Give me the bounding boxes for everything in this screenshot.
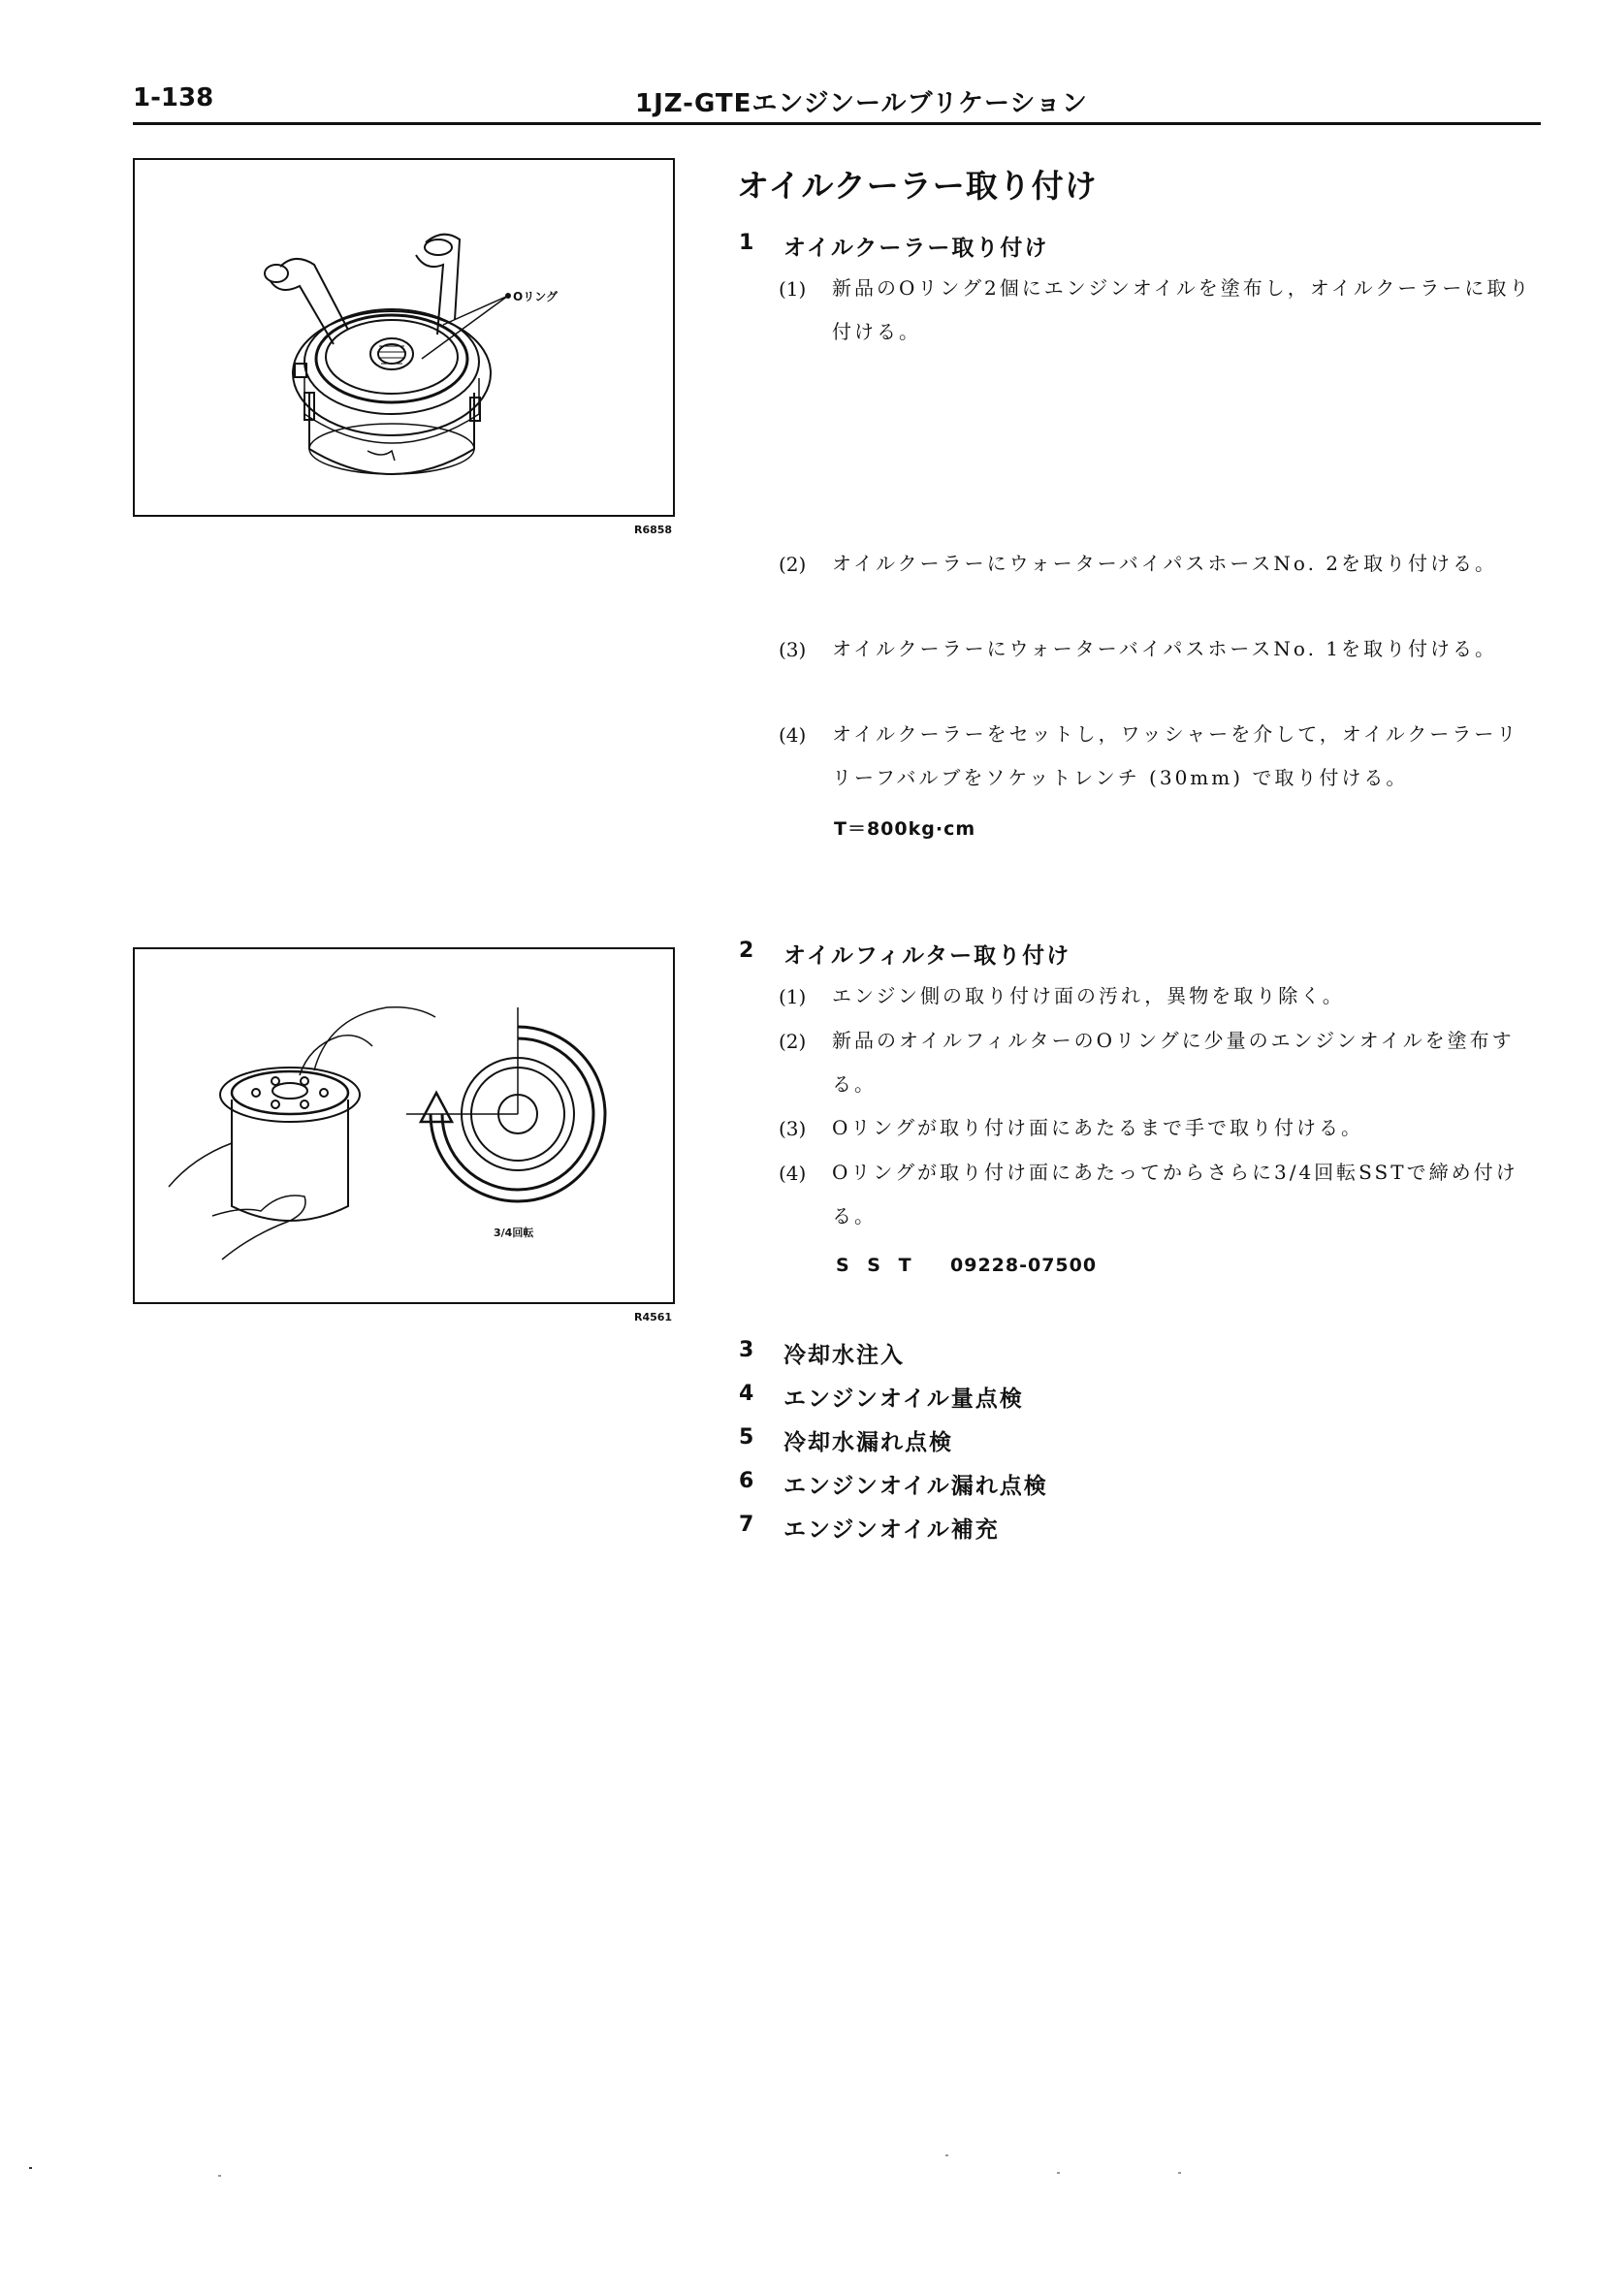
step-text: エンジン側の取り付け面の汚れ，異物を取り除く。: [832, 984, 1345, 1007]
scan-speck: [1057, 2172, 1060, 2174]
three-quarter-turn-label: 3/4回転: [494, 1227, 534, 1239]
section-3-title: 冷却水注入: [783, 1343, 905, 1368]
section-1-title: オイルクーラー取り付け: [783, 236, 1049, 261]
scan-speck: [1178, 2172, 1181, 2174]
section-1-number: 1: [739, 231, 754, 255]
step-number: (3): [779, 638, 807, 661]
step-text: オイルクーラーにウォーターバイパスホースNo. 1を取り付ける。: [832, 637, 1498, 660]
sst-part-number: 09228-07500: [950, 1255, 1098, 1276]
step-text: 新品のOリング2個にエンジンオイルを塗布し，オイルクーラーに取り付ける。: [832, 276, 1532, 343]
oil-cooler-illustration: [135, 160, 677, 519]
section-3-number: 3: [739, 1338, 754, 1362]
step-text: Oリングが取り付け面にあたるまで手で取り付ける。: [832, 1116, 1363, 1139]
page-title: オイルクーラー取り付け: [737, 167, 1098, 205]
step-text: オイルクーラーをセットし，ワッシャーを介して，オイルクーラーリリーフバルブをソケットレンチ (30mm) で取り付ける。: [832, 722, 1519, 789]
step-number: (2): [779, 553, 807, 576]
step-text: Oリングが取り付け面にあたってからさらに3/4回転SSTで締め付ける。: [832, 1161, 1518, 1228]
page-number: 1-138: [133, 83, 214, 112]
scan-speck: [945, 2154, 948, 2156]
header-rule: [133, 122, 1541, 125]
o-ring-label: Oリング: [513, 290, 558, 303]
section-5-number: 5: [739, 1425, 754, 1450]
sst-label: S S T: [836, 1255, 917, 1276]
section-4-title: エンジンオイル量点検: [783, 1387, 1024, 1412]
step-text: オイルクーラーにウォーターバイパスホースNo. 2を取り付ける。: [832, 552, 1498, 575]
scan-speck: [218, 2175, 221, 2177]
running-header-title: 1JZ-GTEエンジンールブリケーション: [635, 89, 1088, 118]
step-number: (1): [779, 985, 807, 1008]
step-number: (4): [779, 723, 807, 747]
step-number: (3): [779, 1117, 807, 1140]
section-7-title: エンジンオイル補充: [783, 1517, 1000, 1543]
figure-oil-cooler: [133, 158, 675, 517]
oil-filter-illustration: [135, 949, 677, 1306]
section-6-title: エンジンオイル漏れ点検: [783, 1474, 1048, 1499]
section-2-number: 2: [739, 939, 754, 963]
step-number: (2): [779, 1030, 807, 1053]
section-2-title: オイルフィルター取り付け: [783, 943, 1071, 969]
step-text: 新品のオイルフィルターのOリングに少量のエンジンオイルを塗布する。: [832, 1029, 1515, 1096]
section-4-number: 4: [739, 1382, 754, 1406]
figure-oil-filter: [133, 947, 675, 1304]
section-7-number: 7: [739, 1513, 754, 1537]
torque-spec: T＝800kg·cm: [834, 818, 976, 840]
section-6-number: 6: [739, 1469, 754, 1493]
step-number: (4): [779, 1162, 807, 1185]
figure-code-r4561: R4561: [634, 1311, 673, 1323]
scan-speck: [29, 2167, 32, 2169]
section-5-title: 冷却水漏れ点検: [783, 1430, 953, 1455]
step-number: (1): [779, 277, 807, 301]
figure-code-r6858: R6858: [634, 524, 673, 536]
